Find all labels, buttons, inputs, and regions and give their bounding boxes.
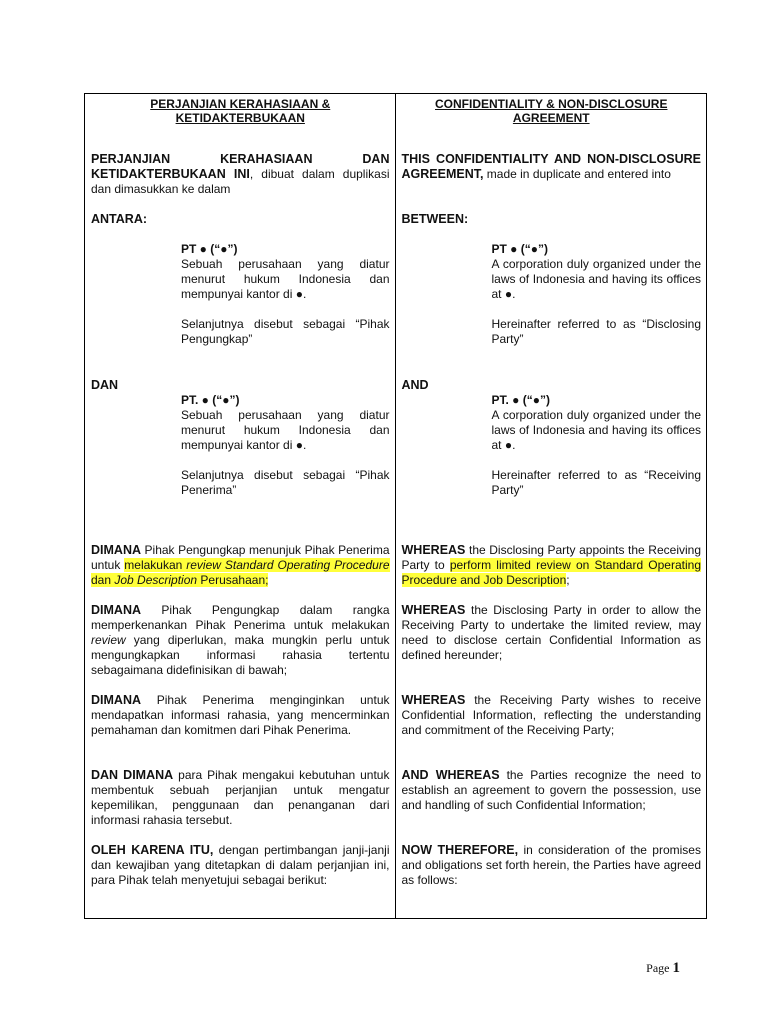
left-header: PERJANJIAN KERAHASIAAN & KETIDAKTERBUKAAN: [150, 97, 331, 125]
left-whereas-5: [91, 843, 390, 888]
left-w1-highlight-5: Perusahaan;: [197, 573, 269, 587]
right-intro-rest: made in duplicate and entered into: [483, 167, 671, 181]
left-whereas-1: [91, 543, 390, 588]
right-party2-desc: A corporation duly organized under the laws of Indonesia and having its offices at ●.: [491, 408, 701, 452]
left-intro-rest: , dibuat dalam duplikasi dan dimasukkan ke dalam: [91, 167, 390, 196]
right-header: CONFIDENTIALITY & NON-DISCLOSURE AGREEMENT: [435, 97, 668, 125]
right-party2: [402, 393, 702, 498]
left-w5-bold: OLEH KARENA ITU,: [91, 843, 214, 857]
left-party2-ref: Selanjutnya disebut sebagai “Pihak Penerima”: [181, 468, 390, 497]
right-whereas-1: [402, 543, 702, 588]
left-intro-bold: PERJANJIAN KERAHASIAAN DAN KETIDAKTERBUKAAN INI: [91, 152, 390, 181]
left-w1-bold: DIMANA: [91, 543, 141, 557]
right-w4-text: the Parties recognize the need to establish an agreement to govern the possession, use and handling of such Confidential Information;: [401, 768, 701, 812]
right-whereas-2: [402, 603, 702, 663]
left-between: ANTARA:: [91, 212, 148, 226]
page-footer: [646, 960, 680, 977]
right-and: AND: [401, 378, 429, 392]
page-label: Page: [646, 961, 670, 975]
right-w1-text: the Disclosing Party appoints the Receiving Party to: [401, 543, 701, 572]
left-party1-title: PT ● (“●”): [181, 242, 238, 256]
right-w2-bold: WHEREAS: [401, 603, 466, 617]
right-w1-highlight: perform limited review on Standard Operating Procedure and Job Description: [401, 558, 701, 587]
left-party2-desc: Sebuah perusahaan yang diatur menurut hukum Indonesia dan mempunyai kantor di ●.: [181, 408, 390, 452]
right-w1-bold: WHEREAS: [401, 543, 466, 557]
right-party1-ref: Hereinafter referred to as “Disclosing Party”: [491, 317, 701, 346]
left-w3-text: Pihak Penerima menginginkan untuk mendapatkan informasi rahasia, yang mencerminkan pemahaman dan komitmen dari Pihak Penerima.: [91, 693, 390, 737]
left-party1-ref: Selanjutnya disebut sebagai “Pihak Pengungkap”: [181, 317, 390, 346]
column-indonesian: [85, 94, 396, 918]
left-w2-text: Pihak Pengungkap dalam rangka memperkenankan Pihak Penerima untuk melakukan: [91, 603, 390, 632]
right-party1-title: PT ● (“●”): [491, 242, 548, 256]
right-party2-ref: Hereinafter referred to as “Receiving Party”: [491, 468, 701, 497]
right-party2-title: PT. ● (“●”): [491, 393, 550, 407]
column-english: [396, 94, 707, 918]
right-party1-desc: A corporation duly organized under the laws of Indonesia and having its offices at ●.: [491, 257, 701, 301]
right-between: BETWEEN:: [401, 212, 469, 226]
right-whereas-4: [402, 768, 702, 813]
left-party2: [91, 393, 390, 498]
page-number: 1: [672, 960, 680, 976]
right-intro: [402, 152, 702, 182]
right-w5-bold: NOW THEREFORE,: [401, 843, 519, 857]
left-w4-bold: DAN DIMANA: [91, 768, 174, 782]
right-whereas-5: [402, 843, 702, 888]
right-party1: [402, 242, 702, 347]
left-w1-highlight-1: melakukan: [124, 558, 187, 572]
right-w1-end: ;: [566, 573, 570, 587]
right-w4-bold: AND WHEREAS: [401, 768, 500, 782]
left-w5-text: dengan pertimbangan janji-janji dan kewajiban yang ditetapkan di dalam perjanjian ini, para Pihak telah menyetujui sebagai berikut:: [91, 843, 390, 887]
left-w2-bold: DIMANA: [91, 603, 141, 617]
right-intro-bold: THIS CONFIDENTIALITY AND NON-DISCLOSURE AGREEMENT,: [401, 152, 701, 181]
left-w2-text-2: yang diperlukan, maka mungkin perlu untuk mengungkapkan informasi rahasia tertentu sebagaimana didefinisikan di bawah;: [91, 633, 390, 677]
left-w1-highlight-2: review Standard Operating Procedure: [186, 558, 390, 572]
left-whereas-2: [91, 603, 390, 678]
left-party1-desc: Sebuah perusahaan yang diatur menurut hukum Indonesia dan mempunyai kantor di ●.: [181, 257, 390, 301]
left-and: DAN: [91, 378, 119, 392]
left-party2-title: PT. ● (“●”): [181, 393, 240, 407]
left-w3-bold: DIMANA: [91, 693, 141, 707]
left-w1-highlight-3: dan: [91, 573, 115, 587]
right-w3-bold: WHEREAS: [401, 693, 466, 707]
left-party1: [91, 242, 390, 347]
right-w5-text: in consideration of the promises and obligations set forth herein, the Parties have agreed as follows:: [401, 843, 701, 887]
left-w1-text: Pihak Pengungkap menunjuk Pihak Penerima untuk: [91, 543, 390, 572]
right-w2-text: the Disclosing Party in order to allow the Receiving Party to undertake the limited review, may need to disclose certain Confidential Information as defined hereunder;: [401, 603, 701, 662]
left-whereas-3: [91, 693, 390, 738]
left-intro: [91, 152, 390, 197]
left-w2-italic: review: [91, 633, 126, 647]
right-whereas-3: [402, 693, 702, 738]
left-w1-highlight-4: Job Description: [114, 573, 198, 587]
left-w4-text: para Pihak mengakui kebutuhan untuk membentuk sebuah perjanjian untuk mengatur kepemilikan, penggunaan dan penanganan dari informasi rahasia tersebut.: [91, 768, 390, 827]
bilingual-agreement-table: [84, 93, 707, 919]
right-w3-text: the Receiving Party wishes to receive Confidential Information, reflecting the understanding and commitment of the Receiving Party;: [401, 693, 701, 737]
left-whereas-4: [91, 768, 390, 828]
